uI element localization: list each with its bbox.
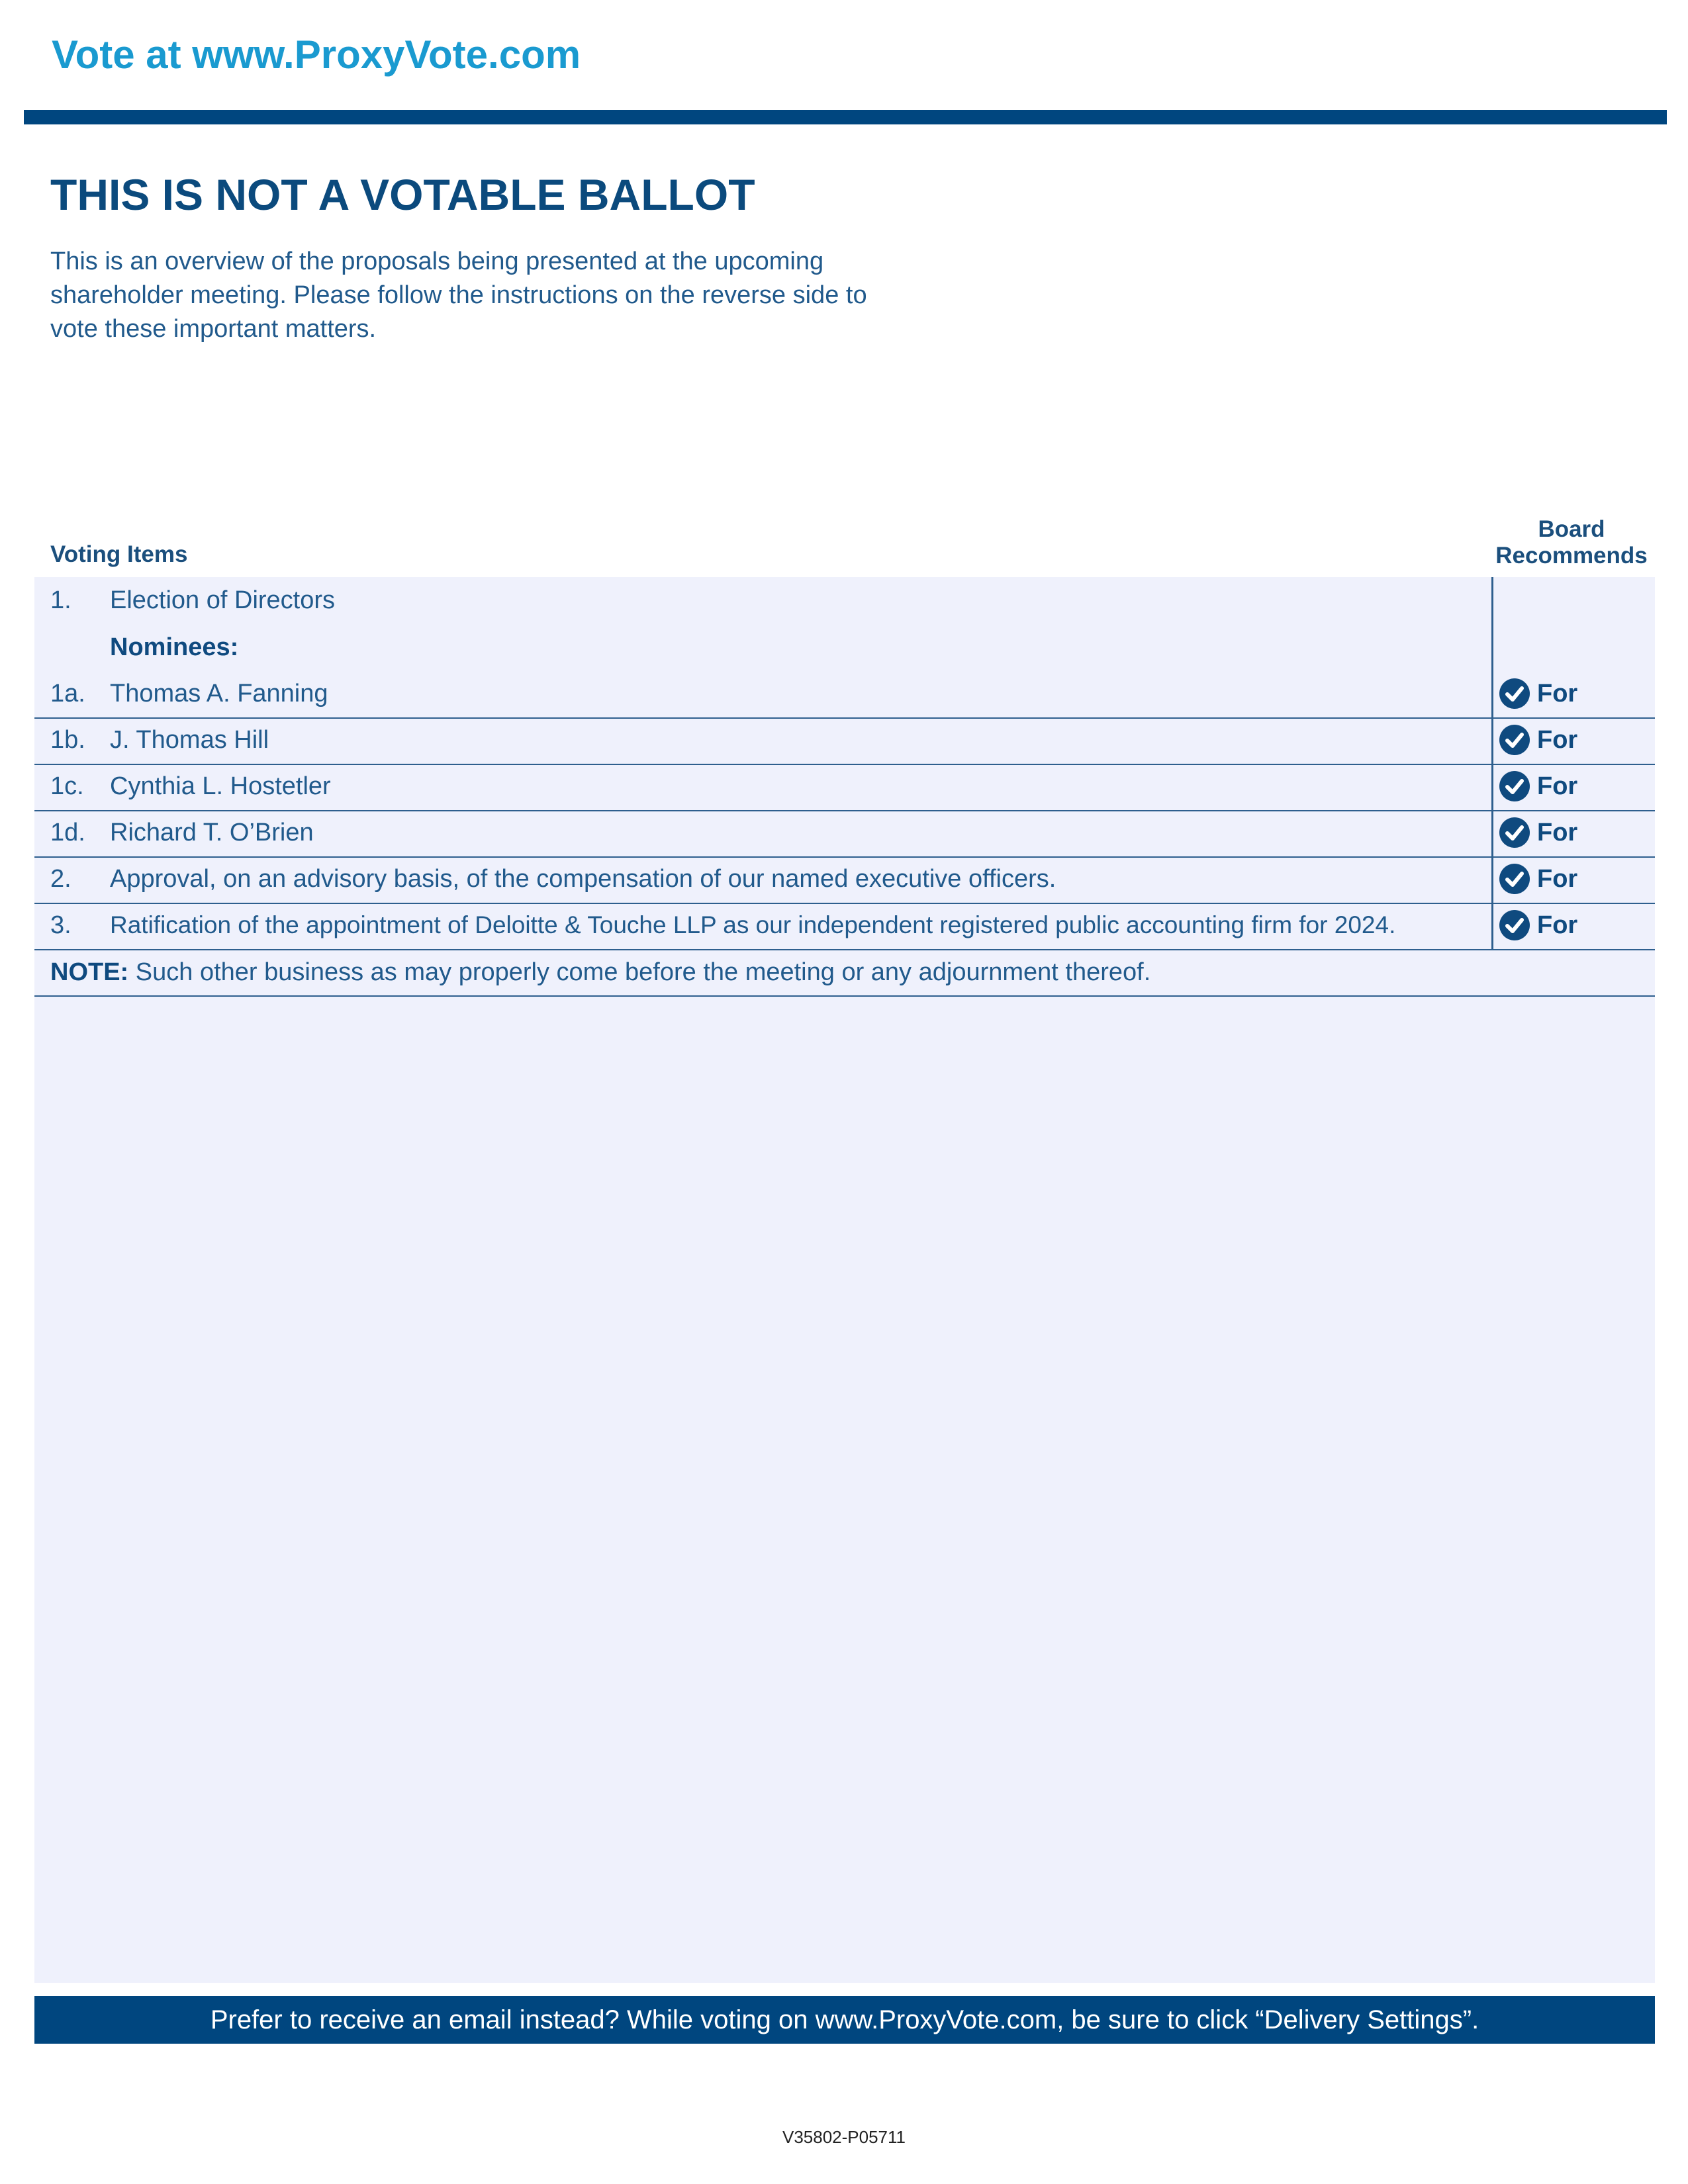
item-number: 1a.: [50, 680, 85, 707]
note-text: Such other business as may properly come before the meeting or any adjournment thereof.: [128, 958, 1151, 986]
page-title: THIS IS NOT A VOTABLE BALLOT: [50, 170, 755, 219]
row-divider: [34, 856, 1655, 858]
recommendation-label: For: [1537, 818, 1578, 846]
item-number: 1.: [50, 586, 71, 614]
board-recommends-header: [1489, 516, 1654, 569]
item-text: Election of Directors: [110, 586, 336, 614]
row-divider: [34, 949, 1655, 950]
document-code: V35802-P05711: [782, 2127, 906, 2147]
recommendation: [1499, 909, 1577, 941]
row-divider: [34, 764, 1655, 765]
banner-text: Prefer to receive an email instead? While voting on www.ProxyVote.com, be sure to click “Delivery Settings”.: [210, 2005, 1479, 2034]
item-number: 2.: [50, 865, 71, 893]
check-circle-icon: [1499, 863, 1530, 895]
check-circle-icon: [1499, 678, 1530, 709]
recommendation-label: For: [1537, 864, 1578, 893]
intro-text: This is an overview of the proposals being presented at the upcoming shareholder meeting. Please follow the instructions on the reverse side to vote these important matters.: [50, 248, 867, 343]
nominees-label: Nominees:: [110, 633, 239, 661]
check-circle-icon: [1499, 770, 1530, 802]
delivery-settings-banner: [34, 1996, 1655, 2044]
proxyvote-header-link[interactable]: Vote at www.ProxyVote.com: [52, 32, 581, 77]
row-divider: [34, 717, 1655, 719]
row-divider: [34, 810, 1655, 811]
check-circle-icon: [1499, 817, 1530, 848]
recommendation-label: For: [1537, 911, 1578, 939]
note-label: NOTE:: [50, 958, 129, 986]
recommendation-label: For: [1537, 679, 1578, 707]
row-divider: [34, 995, 1655, 997]
recommendation: [1499, 863, 1577, 895]
item-number: 1d.: [50, 819, 85, 846]
recommendation-label: For: [1537, 725, 1578, 754]
row-divider: [34, 903, 1655, 904]
recommendation: [1499, 678, 1577, 709]
recommendation: [1499, 724, 1577, 756]
item-text: J. Thomas Hill: [110, 726, 269, 754]
item-number: 1c.: [50, 772, 84, 800]
item-text: Thomas A. Fanning: [110, 680, 328, 707]
item-text: Cynthia L. Hostetler: [110, 772, 331, 800]
header-rule: [24, 110, 1667, 124]
item-text: Richard T. O’Brien: [110, 819, 314, 846]
board-recommends-line2: Recommends: [1495, 543, 1648, 569]
item-text: Ratification of the appointment of Deloitte & Touche LLP as our independent registered public accounting firm for 2024.: [110, 911, 1396, 938]
recommendation: [1499, 817, 1577, 848]
note-row: [50, 958, 1150, 987]
item-number: 1b.: [50, 726, 85, 754]
check-circle-icon: [1499, 909, 1530, 941]
item-number: 3.: [50, 911, 71, 939]
recommendation: [1499, 770, 1577, 802]
board-recommends-line1: Board: [1538, 516, 1605, 542]
check-circle-icon: [1499, 724, 1530, 756]
voting-items-header: Voting Items: [50, 541, 188, 567]
recommendation-label: For: [1537, 772, 1578, 800]
item-text: Approval, on an advisory basis, of the compensation of our named executive officers.: [110, 865, 1056, 893]
